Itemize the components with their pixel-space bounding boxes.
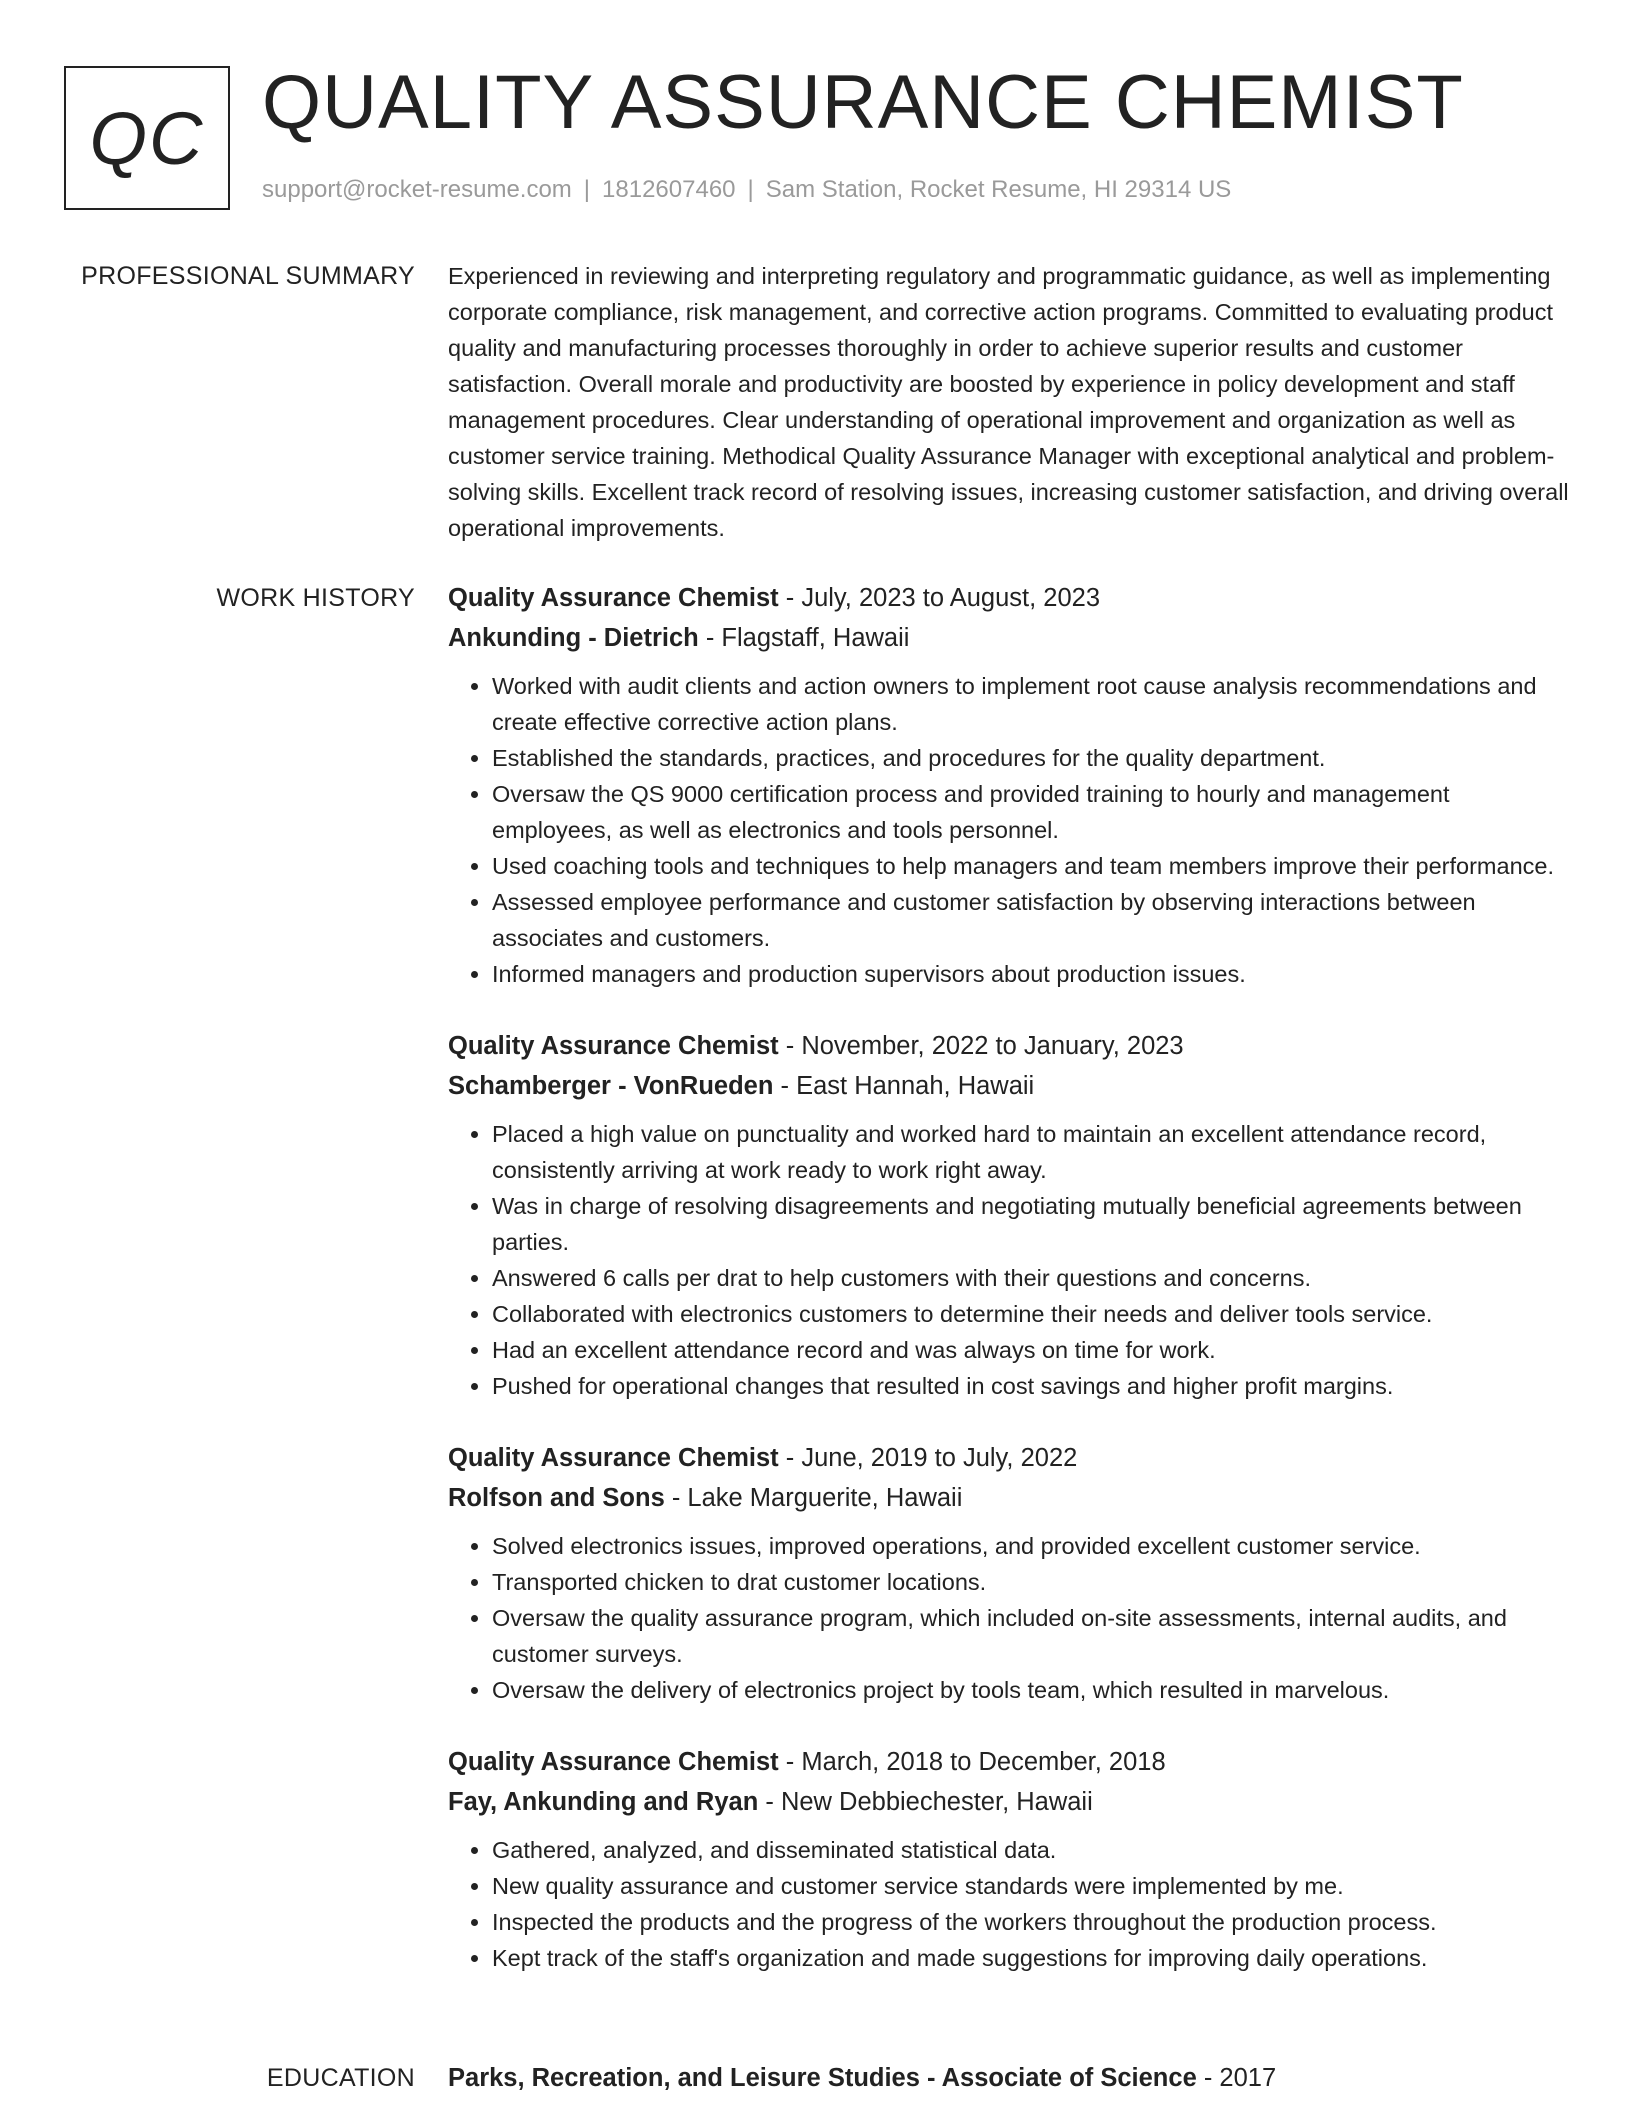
list-item: • Answered 6 calls per drat to help customers with their questions and concerns. xyxy=(492,1260,1570,1296)
job-location: - East Hannah, Hawaii xyxy=(773,1072,1035,1100)
resume-title: QUALITY ASSURANCE CHEMIST xyxy=(262,60,1464,145)
contact-phone[interactable]: 1812607460 xyxy=(602,176,736,203)
list-item: • Oversaw the QS 9000 certification process and provided training to hourly and management employees, as well as electronics and tools personnel. xyxy=(492,776,1570,848)
list-item: • Oversaw the quality assurance program, which included on-site assessments, internal audits, and customer surveys. xyxy=(492,1600,1570,1672)
monogram-initials: QC xyxy=(89,96,205,180)
job-dates: - November, 2022 to January, 2023 xyxy=(778,1032,1184,1060)
job-entry xyxy=(448,1742,1570,1976)
job-location: - Flagstaff, Hawaii xyxy=(698,624,910,652)
job-company-line xyxy=(448,618,1570,658)
job-bullets xyxy=(448,1528,1570,1708)
job-company: Schamberger - VonRueden xyxy=(448,1072,774,1100)
list-item: • Had an excellent attendance record and was always on time for work. xyxy=(492,1332,1570,1368)
education-degree: Parks, Recreation, and Leisure Studies - Associate of Science xyxy=(448,2064,1197,2092)
contact-separator: | xyxy=(583,176,591,203)
section-label-summary: PROFESSIONAL SUMMARY xyxy=(81,262,415,290)
job-entry xyxy=(448,1026,1570,1404)
education-year: - 2017 xyxy=(1196,2064,1277,2092)
monogram-box xyxy=(64,66,230,210)
list-item: • Worked with audit clients and action owners to implement root cause analysis recommendations and create effective corrective action plans. xyxy=(492,668,1570,740)
job-entry xyxy=(448,578,1570,992)
job-bullets xyxy=(448,1832,1570,1976)
job-entry xyxy=(448,1438,1570,1708)
list-item: • Was in charge of resolving disagreements and negotiating mutually beneficial agreements between parties. xyxy=(492,1188,1570,1260)
job-title-line xyxy=(448,1026,1570,1066)
job-title: Quality Assurance Chemist xyxy=(448,1748,779,1776)
job-company-line xyxy=(448,1782,1570,1822)
list-item: • Established the standards, practices, and procedures for the quality department. xyxy=(492,740,1570,776)
job-company: Rolfson and Sons xyxy=(448,1484,665,1512)
list-item: • Transported chicken to drat customer locations. xyxy=(492,1564,1570,1600)
list-item: • Placed a high value on punctuality and worked hard to maintain an excellent attendance record, consistently arriving at work ready to work right away. xyxy=(492,1116,1570,1188)
contact-address: Sam Station, Rocket Resume, HI 29314 US xyxy=(765,176,1232,203)
contact-separator: | xyxy=(747,176,754,203)
section-label-education: EDUCATION xyxy=(266,2064,415,2092)
job-location: - Lake Marguerite, Hawaii xyxy=(664,1484,963,1512)
job-dates: - July, 2023 to August, 2023 xyxy=(778,584,1100,612)
summary-text: Experienced in reviewing and interpreting regulatory and programmatic guidance, as well as implementing corporate compliance, risk management, and corrective action programs. Committed to evaluating product quality and manufacturing processes thoroughly in order to achieve superior results and customer satisfaction. Overall morale and productivity are boosted by experience in policy development and staff management procedures. Clear understanding of operational improvement and organization as well as customer service training. Methodical Quality Assurance Manager with exceptional analytical and problem-solving skills. Excellent track record of resolving issues, increasing customer satisfaction, and driving overall operational improvements. xyxy=(448,263,1569,541)
job-bullets xyxy=(448,1116,1570,1404)
section-label-work: WORK HISTORY xyxy=(216,584,415,612)
work-history-body xyxy=(448,578,1570,2010)
job-company-line xyxy=(448,1066,1570,1106)
contact-line xyxy=(262,174,1231,206)
list-item: • Assessed employee performance and customer satisfaction by observing interactions between associates and customers. xyxy=(492,884,1570,956)
job-title-line xyxy=(448,578,1570,618)
list-item: • Oversaw the delivery of electronics project by tools team, which resulted in marvelous. xyxy=(492,1672,1570,1708)
job-dates: - June, 2019 to July, 2022 xyxy=(778,1444,1078,1472)
job-title: Quality Assurance Chemist xyxy=(448,584,779,612)
job-location: - New Debbiechester, Hawaii xyxy=(758,1788,1093,1816)
list-item: • Inspected the products and the progress of the workers throughout the production process. xyxy=(492,1904,1570,1940)
education-line xyxy=(448,2058,1570,2098)
job-title-line xyxy=(448,1438,1570,1478)
list-item: • Solved electronics issues, improved operations, and provided excellent customer service. xyxy=(492,1528,1570,1564)
job-title-line xyxy=(448,1742,1570,1782)
contact-email[interactable]: support@rocket-resume.com xyxy=(262,176,572,203)
job-dates: - March, 2018 to December, 2018 xyxy=(778,1748,1166,1776)
job-title: Quality Assurance Chemist xyxy=(448,1444,779,1472)
list-item: • Gathered, analyzed, and disseminated statistical data. xyxy=(492,1832,1570,1868)
summary-body xyxy=(448,258,1570,546)
list-item: • Kept track of the staff's organization and made suggestions for improving daily operations. xyxy=(492,1940,1570,1976)
job-bullets xyxy=(448,668,1570,992)
job-company: Ankunding - Dietrich xyxy=(448,624,699,652)
list-item: • Informed managers and production supervisors about production issues. xyxy=(492,956,1570,992)
job-company: Fay, Ankunding and Ryan xyxy=(448,1788,759,1816)
job-title: Quality Assurance Chemist xyxy=(448,1032,779,1060)
list-item: • Pushed for operational changes that resulted in cost savings and higher profit margins. xyxy=(492,1368,1570,1404)
job-company-line xyxy=(448,1478,1570,1518)
list-item: • Collaborated with electronics customers to determine their needs and deliver tools service. xyxy=(492,1296,1570,1332)
list-item: • Used coaching tools and techniques to help managers and team members improve their performance. xyxy=(492,848,1570,884)
list-item: • New quality assurance and customer service standards were implemented by me. xyxy=(492,1868,1570,1904)
education-body xyxy=(448,2058,1570,2098)
